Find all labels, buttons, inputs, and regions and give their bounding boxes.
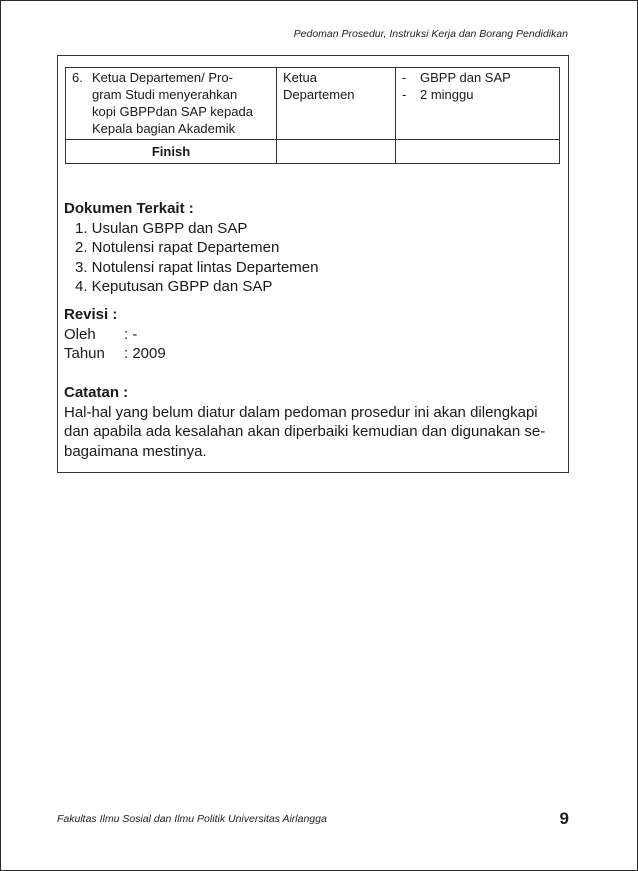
step-number: 6. [72, 70, 83, 85]
result-item [402, 86, 553, 103]
result-dash: - [402, 87, 407, 102]
oleh-label: Oleh [64, 325, 96, 343]
empty-cell [277, 140, 396, 164]
procedure-table [65, 67, 560, 164]
finish-cell: Finish [66, 140, 277, 164]
catatan-line: dan apabila ada kesalahan akan diperbaiki kemudian dan digunakan se- [64, 423, 546, 440]
actor-line: Departemen [283, 87, 355, 102]
list-item: 3. Notulensi rapat lintas Departemen [75, 258, 319, 276]
revisi-section [64, 305, 566, 364]
step-line: gram Studi menyerahkan [92, 87, 238, 102]
step-cell [66, 68, 277, 140]
page-number: 9 [559, 809, 569, 828]
table-row-finish [66, 140, 560, 164]
actor-line: Ketua [283, 70, 317, 85]
result-text: GBPP dan SAP [420, 70, 511, 85]
tahun-row [64, 344, 566, 364]
step-line: kopi GBPPdan SAP kepada [92, 104, 253, 119]
result-dash: - [402, 70, 407, 85]
dokumen-section [64, 199, 566, 297]
oleh-value: : - [124, 325, 138, 343]
list-item: 2. Notulensi rapat Departemen [75, 239, 280, 256]
oleh-row [64, 325, 566, 345]
catatan-line: bagaimana mestinya. [64, 442, 207, 460]
procedure-frame [57, 55, 569, 473]
catatan-section [64, 383, 566, 461]
tahun-label: Tahun [64, 345, 105, 362]
step-description [92, 69, 253, 137]
result-text: 2 minggu [420, 87, 474, 102]
step-line: Kepala bagian Akademik [92, 121, 236, 136]
dokumen-title: Dokumen Terkait : [64, 200, 194, 217]
result-cell [396, 68, 560, 140]
list-item: 1. Usulan GBPP dan SAP [75, 219, 248, 237]
result-item [402, 69, 553, 86]
catatan-line: Hal-hal yang belum diatur dalam pedoman prosedur ini akan dilengkapi [64, 403, 538, 421]
catatan-title: Catatan : [64, 384, 129, 401]
tahun-value: : 2009 [124, 345, 166, 362]
table-row [66, 68, 560, 140]
step-line: Ketua Departemen/ Pro- [92, 70, 233, 85]
running-header: Pedoman Prosedur, Instruksi Kerja dan Borang Pendidikan [293, 28, 568, 40]
footer-institution: Fakultas Ilmu Sosial dan Ilmu Politik Universitas Airlangga [57, 813, 327, 825]
empty-cell [396, 140, 560, 164]
list-item: 4. Keputusan GBPP dan SAP [75, 278, 273, 295]
actor-cell [277, 68, 396, 140]
revisi-title: Revisi : [64, 306, 118, 323]
